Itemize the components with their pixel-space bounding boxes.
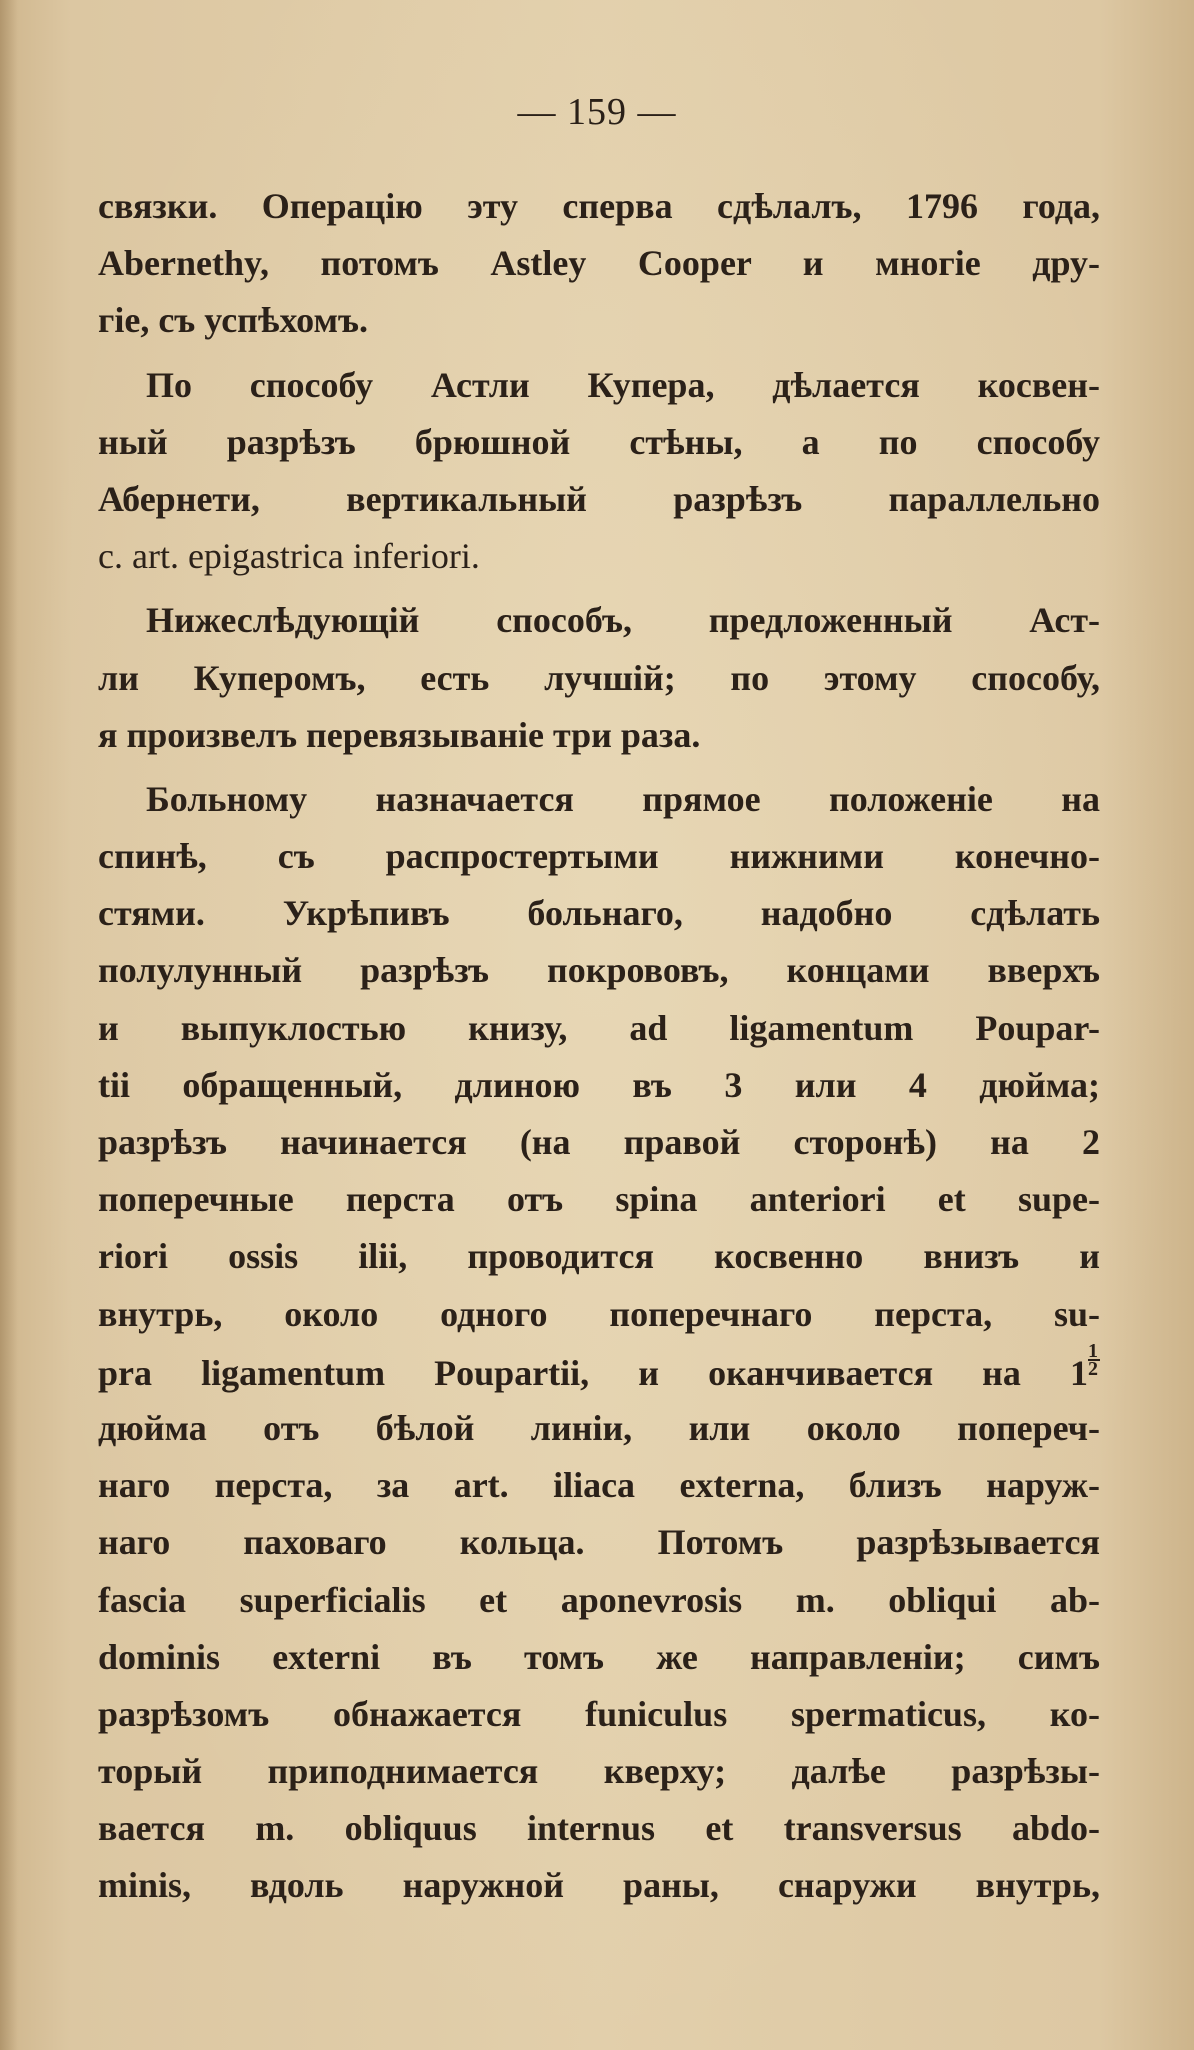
text-line: По способу Астли Купера, дѣлается косвен-: [146, 364, 1100, 405]
text-line: fascia superficialis et aponevrosis m. obliqui ab-: [98, 1579, 1100, 1620]
text-line: dominis externi въ томъ же направленіи; симъ: [98, 1636, 1100, 1677]
text-line: c. art. epigastrica inferiori.: [98, 536, 480, 577]
text-line: стями. Укрѣпивъ больнаго, надобно сдѣлать: [98, 893, 1100, 934]
text-line-with-fraction: [98, 1339, 1100, 1400]
text-line: гіе, съ успѣхомъ.: [98, 300, 368, 341]
text-line: дюйма отъ бѣлой линіи, или около попереч-: [98, 1407, 1100, 1448]
text-line: tii обращенный, длиною въ 3 или 4 дюйма;: [98, 1064, 1100, 1105]
text-line: разрѣзъ начинается (на правой сторонѣ) на 2: [98, 1122, 1100, 1162]
text-line: вается m. obliquus internus et transversus abdo-: [98, 1808, 1100, 1849]
text-line: спинѣ, съ распростертыми нижними конечно-: [98, 836, 1100, 877]
text-line: Abernethy, потомъ Astley Cooper и многіе дру-: [98, 243, 1100, 284]
text-line: полулунный разрѣзъ покрововъ, концами вверхъ: [98, 950, 1100, 991]
fraction-numerator: 1: [1088, 1339, 1098, 1362]
text-line: minis, вдоль наружной раны, снаружи внутрь,: [98, 1865, 1100, 1906]
text-line: поперечные перста отъ spina anteriori et supe-: [98, 1179, 1100, 1220]
text-line: Нижеслѣдующій способъ, предложенный Аст-: [146, 600, 1100, 641]
text-line: Больному назначается прямое положеніе на: [146, 778, 1100, 819]
text-line: ли Куперомъ, есть лучшій; по этому способу,: [98, 657, 1100, 698]
text-line: и выпуклостью книзу, ad ligamentum Poupar-: [98, 1007, 1100, 1048]
text-line: внутрь, около одного поперечнаго перста, su-: [98, 1293, 1100, 1334]
text-line: связки. Операцію эту сперва сдѣлалъ, 1796 года,: [98, 186, 1100, 226]
text-line: разрѣзомъ обнажается funiculus spermaticus, ко-: [98, 1693, 1100, 1734]
text-line: наго перста, за art. iliaca externa, близъ наруж-: [98, 1465, 1100, 1506]
text-line: я произвелъ перевязываніе три раза.: [98, 714, 701, 755]
text-line: Абернети, вертикальный разрѣзъ параллельно: [98, 478, 1100, 519]
text-line: торый приподнимается кверху; далѣе разрѣзы-: [98, 1751, 1100, 1792]
text-line: pra ligamentum Poupartii, и оканчивается на 1: [98, 1352, 1088, 1393]
page-number: — 159 —: [517, 91, 677, 133]
fraction: [1088, 1339, 1100, 1380]
body-text: [98, 178, 1100, 1915]
text-line: наго паховаго кольца. Потомъ разрѣзывается: [98, 1522, 1100, 1563]
text-line: ный разрѣзъ брюшной стѣны, а по способу: [98, 421, 1100, 462]
page-gutter-shadow: [0, 0, 18, 2050]
fraction-denominator: 2: [1088, 1357, 1098, 1380]
text-line: riori ossis ilii, проводится косвенно внизъ и: [98, 1236, 1100, 1277]
